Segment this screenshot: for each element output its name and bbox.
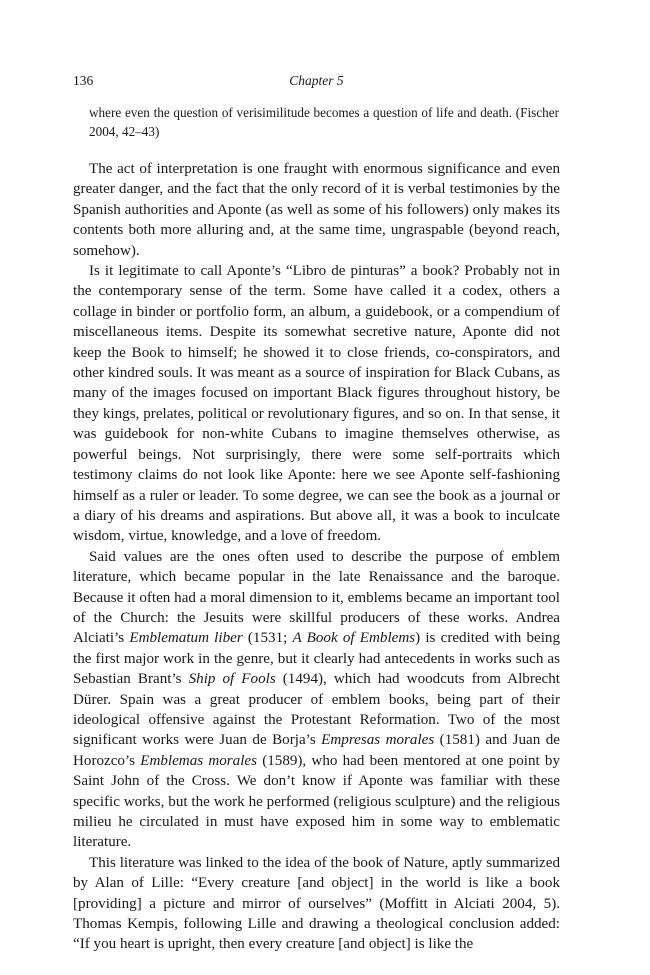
text-run: ) is credited with being the first major work in the genre, but it clearly had antecedents in works such as Sebastian Brant’s — [73, 630, 560, 688]
paragraph — [73, 547, 560, 853]
text-run: Said values are the ones often used to describe the purpose of emblem literature, which became popular in the late Renaissance and the baroque. Because it often had a moral dimension to it, emblems became an important tool of the Church: the Jesuits were skillful producers of these works. Andrea Alciati’s — [73, 548, 560, 647]
paragraph: The act of interpretation is one fraught with enormous significance and even greater danger, and the fact that the only record of it is verbal testimonies by the Spanish authorities and Aponte (as well as some of his followers) only makes its contents both more alluring and, at the same time, ungraspable (beyond reach, somehow). — [73, 161, 560, 259]
paragraph: This literature was linked to the idea of the book of Nature, aptly summarized by Alan of Lille: “Every creature [and object] in the world is like a book [providing] a picture and mirror of ourselves” (Moffitt in Alciati 2004, 5). Thomas Kempis, following Lille and drawing a theological conclusion added: “If you heart is upright, then every creature [and object] is like the — [73, 854, 560, 953]
text-run: (1494), which had woodcuts from Albrecht Dürer. Spain was a great producer of emblem books, being part of their ideological offensive against the Protestant Reformation. Two of the most significant works were Juan de Borja’s — [73, 671, 560, 749]
italic-title: Empresas morales — [321, 732, 435, 749]
text-run: (1589), who had been mentored at one point by Saint John of the Cross. We don’t know if Aponte was familiar with these specific works, but the work he performed (religious sculpture) and the religious milieu he circulated in must have exposed him in some way to emblematic literature. — [73, 752, 560, 851]
text-run: (1531; — [242, 630, 293, 647]
italic-title: Ship of Fools — [188, 671, 276, 688]
italic-title: Emblematum liber — [129, 630, 243, 647]
chapter-title: Chapter 5 — [289, 73, 344, 88]
running-head — [73, 73, 560, 91]
body-text — [73, 159, 560, 955]
block-quote: where even the question of verisimilitude becomes a question of life and death. (Fischer 2004, 42–43) — [89, 105, 559, 139]
text-run: (1581) and Juan de Horozco’s — [73, 732, 560, 769]
italic-title: Emblemas morales — [140, 752, 257, 769]
italic-title: A Book of Emblems — [292, 630, 416, 647]
page-number: 136 — [73, 73, 94, 88]
paragraph: Is it legitimate to call Aponte’s “Libro de pinturas” a book? Probably not in the contemporary sense of the term. Some have called it a codex, others a collage in binder or portfolio form, an album, a guidebook, or a compendium of miscellaneous items. Despite its somewhat secretive nature, Aponte did not keep the Book to himself; he showed it to close friends, co-conspirators, and other kindred souls. It was meant as a source of inspiration for Black Cubans, as many of the images focused on important Black figures throughout history, be they kings, prelates, political or revolutionary figures, and so on. In that sense, it was guidebook for non-white Cubans to imagine themselves otherwise, as powerful beings. Not surprisingly, there were some self-portraits which testimony claims do not look like Aponte: here we see Aponte self-fashioning himself as a ruler or leader. To some degree, we can see the book as a journal or a diary of his dreams and aspirations. But above all, it was a book to inculcate wisdom, virtue, knowledge, and a love of freedom. — [73, 263, 560, 545]
